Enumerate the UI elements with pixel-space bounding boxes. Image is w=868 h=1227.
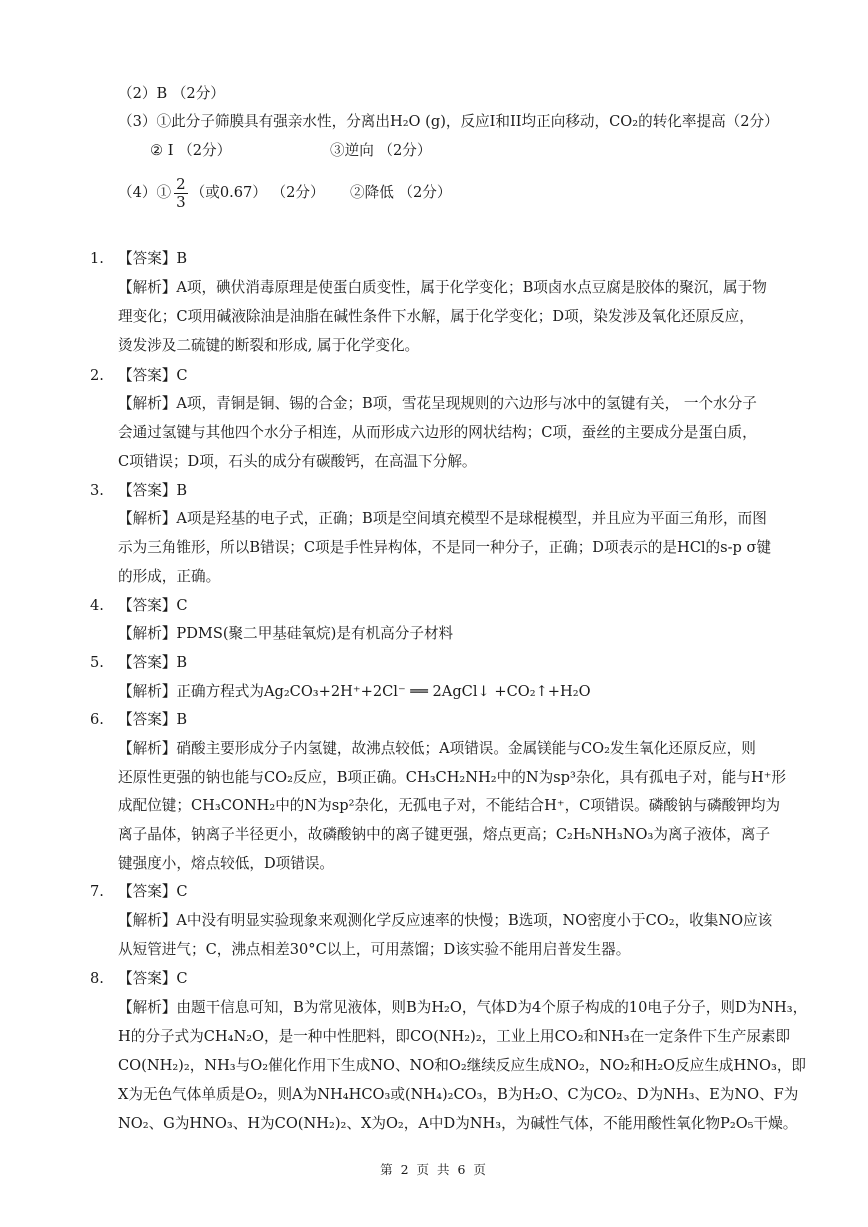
analysis-line: 【解析】由题干信息可知，B为常见液体，则B为H₂O，气体D为4个原子构成的10电子分子，则D为NH₃，	[118, 999, 808, 1016]
analysis-line: X为无色气体单质是O₂，则A为NH₄HCO₃或(NH₄)₂CO₃，B为H₂O、C为CO₂、D为NH₃、E为NO、F为	[118, 1086, 799, 1103]
analysis-line: 烫发涉及二硫键的断裂和形成, 属于化学变化。	[118, 337, 420, 354]
analysis-line: 示为三角锥形，所以B错误；C项是手性异构体，不是同一种分子，正确；D项表示的是HCl的s-p σ键	[118, 539, 772, 556]
question-number: 8.	[90, 970, 104, 987]
analysis-line: NO₂、G为HNO₃、H为CO(NH₂)₂、X为O₂，A中D为NH₃，为碱性气体，不能用酸性氧化物P₂O₅干燥。	[118, 1115, 798, 1132]
analysis-line: 【解析】PDMS(聚二甲基硅氧烷)是有机高分子材料	[118, 625, 454, 642]
question-number: 7.	[90, 883, 104, 900]
question-number: 4.	[90, 597, 104, 614]
analysis-line: 【解析】A中没有明显实验现象来观测化学反应速率的快慢；B选项，NO密度小于CO₂，收集NO应该	[118, 912, 773, 929]
question-number: 2.	[90, 367, 104, 384]
question-answer: 【答案】C	[118, 367, 188, 384]
question-answer: 【答案】B	[118, 711, 188, 728]
analysis-line: 成配位键；CH₃CONH₂中的N为sp²杂化，无孤电子对，不能结合H⁺，C项错误。磷酸钠与磷酸钾均为	[118, 797, 781, 814]
analysis-line: 【解析】A项，碘伏消毒原理是使蛋白质变性，属于化学变化；B项卤水点豆腐是胶体的聚沉，属于物	[118, 279, 767, 296]
question-answer: 【答案】C	[118, 883, 188, 900]
answer-part-4-2: ②降低 （2分）	[350, 184, 452, 201]
fraction-numerator: 2	[176, 174, 186, 193]
analysis-line: 还原性更强的钠也能与CO₂反应，B项正确。CH₃CH₂NH₂中的N为sp³杂化，具有孤电子对，能与H⁺形	[118, 769, 787, 786]
answer-part-3-2: ② I （2分）	[150, 142, 232, 159]
analysis-line: C项错误；D项，石头的成分有碳酸钙，在高温下分解。	[118, 453, 477, 470]
answer-part-4-suffix: （或0.67） （2分）	[190, 184, 325, 201]
question-number: 6.	[90, 711, 104, 728]
fraction-two-thirds	[174, 174, 188, 211]
analysis-line: 的形成，正确。	[118, 568, 221, 585]
analysis-line: 理变化；C项用碱液除油是油脂在碱性条件下水解，属于化学变化；D项，染发涉及氧化还原反应，	[118, 308, 754, 325]
analysis-line: 离子晶体，钠离子半径更小，故磷酸钠中的离子键更强，熔点更高；C₂H₅NH₃NO₃为离子液体，离子	[118, 826, 771, 843]
analysis-line: 从短管进气；C，沸点相差30°C以上，可用蒸馏；D该实验不能用启普发生器。	[118, 941, 631, 958]
question-number: 5.	[90, 654, 104, 671]
question-answer: 【答案】B	[118, 482, 188, 499]
analysis-line: H的分子式为CH₄N₂O，是一种中性肥料，即CO(NH₂)₂，工业上用CO₂和NH₃在一定条件下生产尿素即	[118, 1028, 791, 1045]
question-number: 3.	[90, 482, 104, 499]
answer-part-4-1	[118, 176, 325, 210]
page-footer: 第 2 页 共 6 页	[380, 1162, 488, 1177]
analysis-line: 键强度小，熔点较低，D项错误。	[118, 855, 335, 872]
question-answer: 【答案】B	[118, 250, 188, 267]
answer-part-2: （2）B （2分）	[118, 85, 225, 102]
question-answer: 【答案】B	[118, 654, 188, 671]
analysis-line: 【解析】A项是羟基的电子式，正确；B项是空间填充模型不是球棍模型，并且应为平面三角形，而图	[118, 510, 767, 527]
answer-part-3-1: （3）①此分子筛膜具有强亲水性，分离出H₂O (g)，反应I和II均正向移动，CO₂的转化率提高（2分）	[118, 113, 779, 130]
answer-part-4-prefix: （4）①	[118, 184, 172, 201]
fraction-denominator: 3	[176, 192, 186, 211]
analysis-line: CO(NH₂)₂，NH₃与O₂催化作用下生成NO、NO和O₂继续反应生成NO₂，NO₂和H₂O反应生成HNO₃，即	[118, 1057, 807, 1074]
answer-part-3-3: ③逆向 （2分）	[330, 142, 432, 159]
analysis-line: 【解析】正确方程式为Ag₂CO₃+2H⁺+2Cl⁻ ══ 2AgCl↓ +CO₂↑+H₂O	[118, 683, 591, 700]
analysis-line: 【解析】硝酸主要形成分子内氢键，故沸点较低；A项错误。金属镁能与CO₂发生氧化还原反应，则	[118, 740, 756, 757]
analysis-line: 【解析】A项，青铜是铜、锡的合金；B项，雪花呈现规则的六边形与冰中的氢键有关， 一个水分子	[118, 395, 757, 412]
question-answer: 【答案】C	[118, 970, 188, 987]
analysis-line: 会通过氢键与其他四个水分子相连，从而形成六边形的网状结构；C项，蚕丝的主要成分是蛋白质，	[118, 424, 757, 441]
question-number: 1.	[90, 250, 104, 267]
question-answer: 【答案】C	[118, 597, 188, 614]
